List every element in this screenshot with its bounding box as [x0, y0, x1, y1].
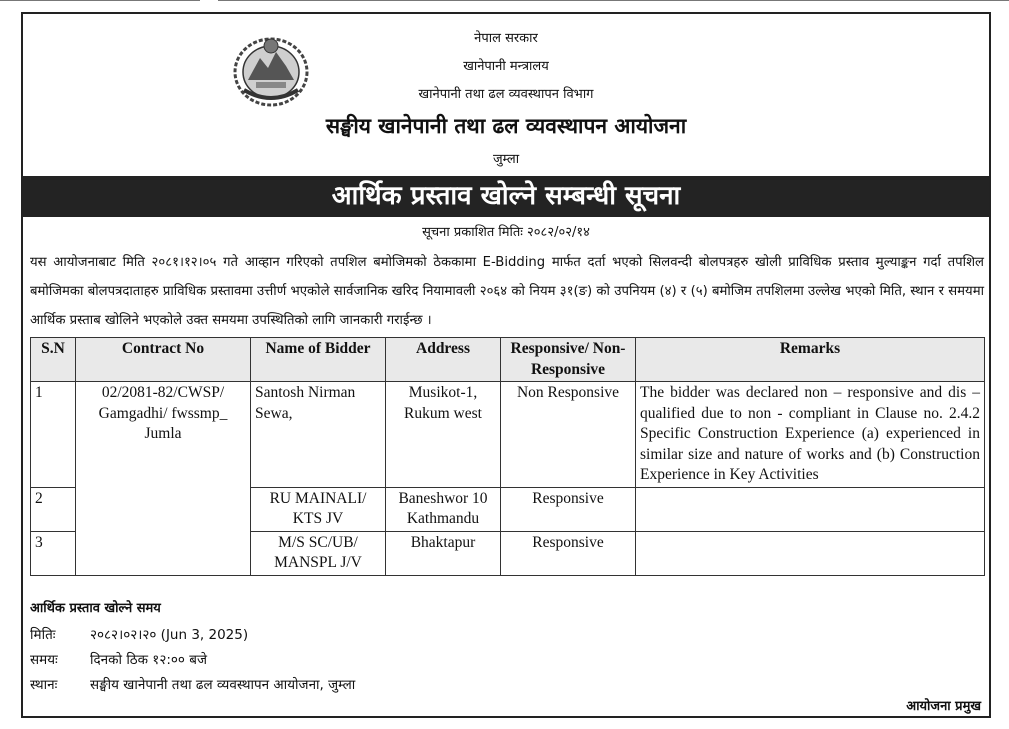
schedule-date-value: २०८२।०२।२० (Jun 3, 2025)	[90, 627, 249, 643]
cell-remarks: The bidder was declared non – responsive and dis – qualified due to non - compliant in Clause no. 2.4.2 Specific Construction Experience (a) experienced in similar size and nature of works and (b) Construction Experience in Key Activities	[636, 382, 985, 488]
cell-responsive: Non Responsive	[501, 382, 636, 488]
col-header-address: Address	[386, 338, 501, 382]
col-header-bidder: Name of Bidder	[251, 338, 386, 382]
cell-address: Musikot-1, Rukum west	[386, 382, 501, 488]
published-date: सूचना प्रकाशित मितिः २०८२/०२/१४	[422, 225, 590, 240]
cell-address: Bhaktapur	[386, 531, 501, 575]
cell-bidder: RU MAINALI/ KTS JV	[251, 487, 386, 531]
schedule-place-label: स्थानः	[30, 677, 58, 693]
schedule-time-value: दिनको ठिक १२:०० बजे	[90, 652, 207, 668]
top-rule-right	[218, 0, 1009, 1]
cell-address: Baneshwor 10 Kathmandu	[386, 487, 501, 531]
col-header-contract: Contract No	[76, 338, 251, 382]
cell-responsive: Responsive	[501, 531, 636, 575]
cell-sn: 3	[31, 531, 76, 575]
notice-banner: आर्थिक प्रस्ताव खोल्ने सम्बन्धी सूचना	[23, 176, 989, 217]
cell-sn: 1	[31, 382, 76, 488]
notice-body: यस आयोजनाबाट मिति २०८१।१२।०५ गते आव्हान गरिएको तपशिल बमोजिमको ठेककामा E-Bidding मार्फत दर्ता भएको सिलवन्दी बोलपत्रहरु खोली प्राविधिक प्रस्ताव मुल्याङ्कन गर्दा तपशिल बमोजिमका बोलपत्रदाताहरु प्राविधिक प्रस्तावमा उत्तीर्ण भएकोले सार्वजानिक खरिद नियामावली २०६४ को नियम ३१(ङ) को उपनियम (४) र (५) बमोजिम तपशिलमा उल्लेख भएको मिति, स्थान र समयमा आर्थिक प्रस्ताब खोलिने भएकोले उक्त समयमा उपस्थितिको लागि जानकारी गराईन्छ ।	[30, 255, 984, 328]
cell-remarks	[636, 531, 985, 575]
col-header-responsive: Responsive/ Non-Responsive	[501, 338, 636, 382]
schedule-place-value: सङ्घीय खानेपानी तथा ढल व्यवस्थापन आयोजना, जुम्ला	[90, 677, 356, 693]
department-line: खानेपानी तथा ढल व्यवस्थापन विभाग	[418, 87, 594, 102]
cell-responsive: Responsive	[501, 487, 636, 531]
col-header-sn: S.N	[31, 338, 76, 382]
notice-frame	[21, 12, 991, 718]
schedule-date-label: मितिः	[30, 627, 56, 643]
bidders-table	[30, 337, 985, 576]
cell-contract-no: 02/2081-82/CWSP/ Gamgadhi/ fwssmp_ Jumla	[76, 382, 251, 576]
schedule-title: आर्थिक प्रस्ताव खोल्ने समय	[30, 601, 161, 616]
project-title: सङ्घीय खानेपानी तथा ढल व्यवस्थापन आयोजना	[325, 114, 687, 138]
ministry-line: खानेपानी मन्त्रालय	[463, 59, 549, 74]
col-header-remarks: Remarks	[636, 338, 985, 382]
cell-bidder: M/S SC/UB/ MANSPL J/V	[251, 531, 386, 575]
cell-remarks	[636, 487, 985, 531]
schedule-date-row	[30, 625, 248, 643]
top-rule-left	[0, 0, 200, 1]
cell-sn: 2	[31, 487, 76, 531]
schedule-place-row	[30, 675, 355, 693]
govt-line: नेपाल सरकार	[474, 31, 538, 46]
schedule-time-row	[30, 650, 207, 668]
table-header-row	[31, 338, 985, 382]
signature-title: आयोजना प्रमुख	[906, 699, 981, 714]
schedule-time-label: समयः	[30, 652, 58, 668]
table-row	[31, 382, 985, 488]
cell-bidder: Santosh Nirman Sewa,	[251, 382, 386, 488]
location-line: जुम्ला	[492, 152, 520, 167]
